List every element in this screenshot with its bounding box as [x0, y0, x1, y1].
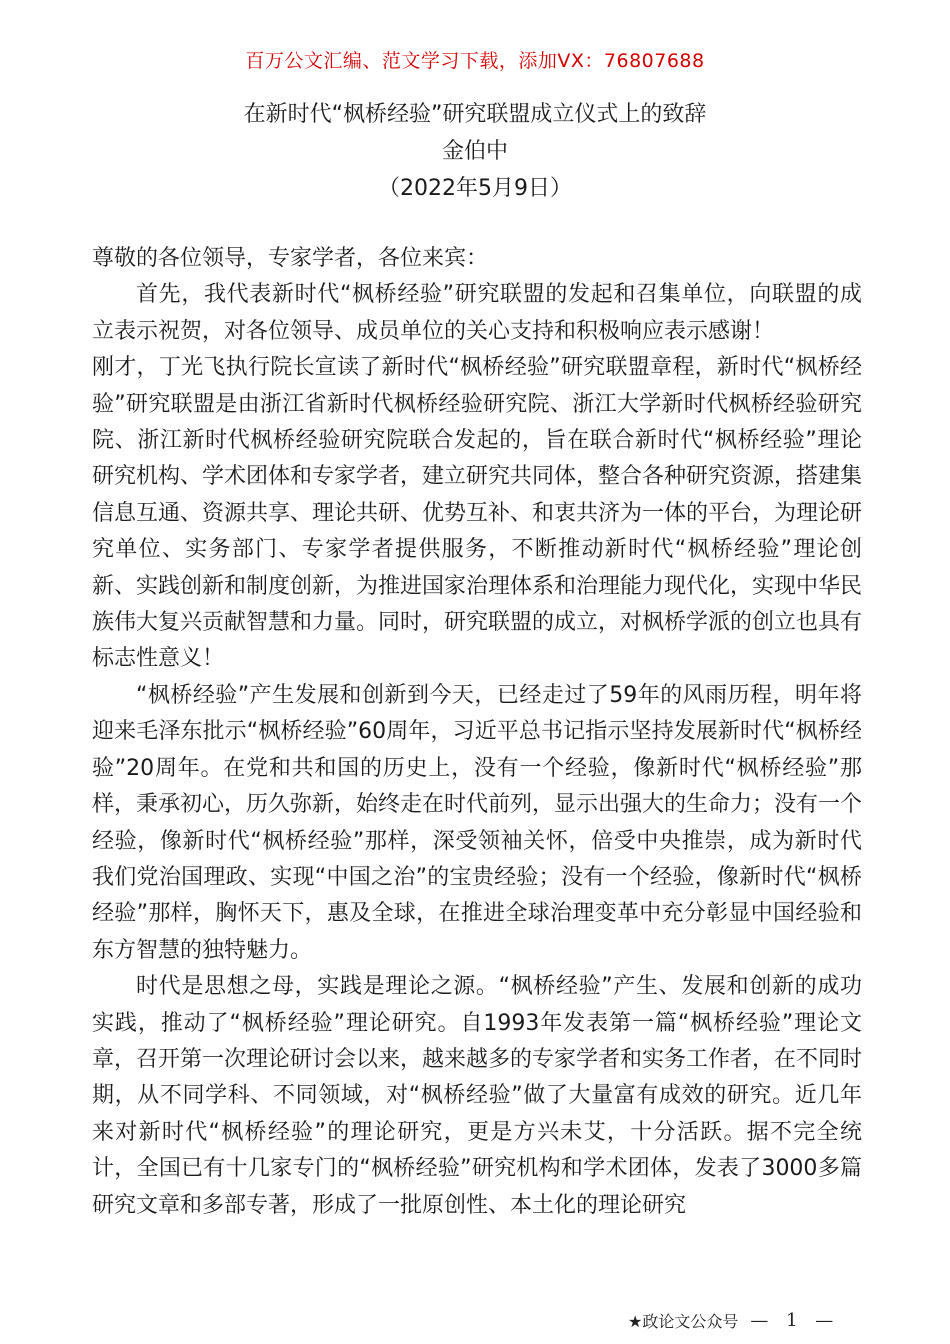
paragraph-2: 刚才，丁光飞执行院长宣读了新时代“枫桥经验”研究联盟章程，新时代“枫桥经验”研究联盟是由浙江省新时代枫桥经验研究院、浙江大学新时代枫桥经验研究院、浙江新时代枫桥经验研究院联合发起的，旨在联合新时代“枫桥经验”理论研究机构、学术团体和专家学者，建立研究共同体，整合各种研究资源，搭建集信息互通、资源共享、理论共研、优势互补、和衷共济为一体的平台，为理论研究单位、实务部门、专家学者提供服务，不断推动新时代“枫桥经验”理论创新、实践创新和制度创新，为推进国家治理体系和治理能力现代化，实现中华民族伟大复兴贡献智慧和力量。同时，研究联盟的成立，对枫桥学派的创立也具有标志性意义！: [92, 355, 863, 672]
paragraph-4: 时代是思想之母，实践是理论之源。“枫桥经验”产生、发展和创新的成功实践，推动了“枫桥经验”理论研究。自1993年发表第一篇“枫桥经验”理论文章，召开第一次理论研讨会以来，越来越多的专家学者和实务工作者，在不同时期，从不同学科、不同领域，对“枫桥经验”做了大量富有成效的研究。近几年来对新时代“枫桥经验”的理论研究，更是方兴未艾，十分活跃。据不完全统计，全国已有十几家专门的“枫桥经验”研究机构和学术团体，发表了3000多篇研究文章和多部专著，形成了一批原创性、本土化的理论研究: [92, 974, 863, 1218]
document-title: 在新时代“枫桥经验”研究联盟成立仪式上的致辞: [243, 102, 707, 127]
salutation: 尊敬的各位领导，专家学者，各位来宾：: [92, 246, 489, 271]
page-number: — 1 —: [750, 1310, 840, 1331]
footer-source: ★政论文公众号: [628, 1312, 739, 1331]
title-block: [0, 96, 950, 207]
paragraph-3: “枫桥经验”产生发展和创新到今天，已经走过了59年的风雨历程，明年将迎来毛泽东批示“枫桥经验”60周年，习近平总书记指示坚持发展新时代“枫桥经验”20周年。在党和共和国的历史上，没有一个经验，像新时代“枫桥经验”那样，秉承初心，历久弥新，始终走在时代前列，显示出强大的生命力；没有一个经验，像新时代“枫桥经验”那样，深受领袖关怀，倍受中央推崇，成为新时代我们党治国理政、实现“中国之治”的宝贵经验；没有一个经验，像新时代“枫桥经验”那样，胸怀天下，惠及全球，在推进全球治理变革中充分彰显中国经验和东方智慧的独特魅力。: [92, 682, 863, 963]
page-footer: [628, 1309, 839, 1332]
document-date: （2022年5月9日）: [378, 176, 572, 201]
document-body: [92, 241, 862, 1224]
document-author: 金伯中: [441, 139, 508, 164]
paragraph-1: 首先，我代表新时代“枫桥经验”研究联盟的发起和召集单位，向联盟的成立表示祝贺，对各位领导、成员单位的关心支持和积极响应表示感谢！: [92, 282, 862, 344]
download-banner: 百万公文汇编、范文学习下载，添加VX：76807688: [245, 50, 705, 72]
